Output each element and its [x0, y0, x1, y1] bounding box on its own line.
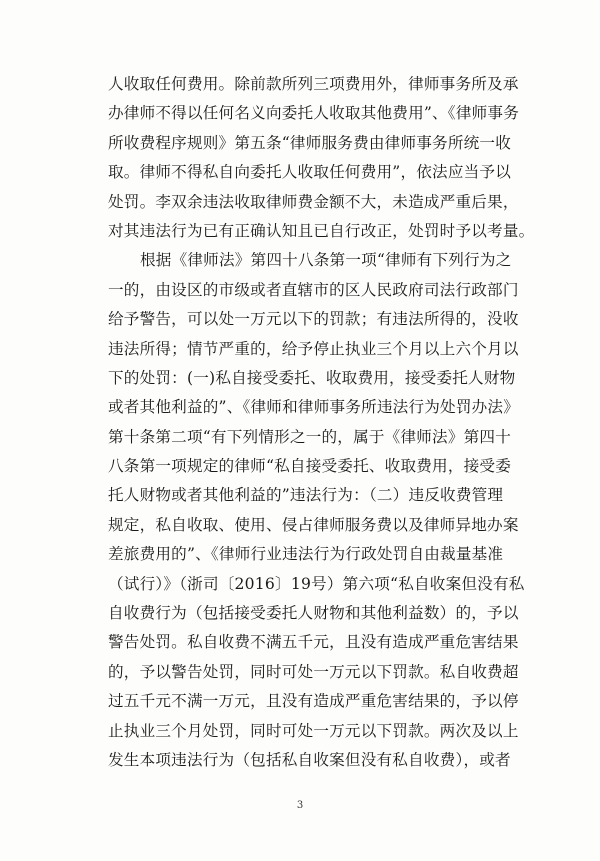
text-line: 发生本项违法行为（包括私自收案但没有私自收费），或者: [108, 750, 511, 769]
body-text: [108, 70, 535, 775]
text-line: 违法所得；情节严重的，给予停止执业三个月以上六个月以: [108, 339, 519, 358]
paragraph-2: [108, 246, 525, 775]
text-line: 托人财物或者其他利益的”违法行为：（二）违反收费管理: [108, 486, 504, 505]
paragraph-1: [108, 70, 535, 246]
text-line: 规定，私自收取、使用、侵占律师服务费以及律师异地办案: [108, 515, 519, 534]
text-line: 止执业三个月处罚，同时可处一万元以下罚款。两次及以上: [108, 721, 519, 740]
text-line: 人收取任何费用。除前款所列三项费用外，律师事务所及承: [108, 75, 519, 93]
text-line: 一的，由设区的市级或者直辖市的区人民政府司法行政部门: [108, 280, 519, 299]
text-line: 警告处罚。私自收费不满五千元，且没有造成严重危害结果: [108, 633, 519, 652]
text-line: 自收费行为（包括接受委托人财物和其他利益数）的，予以: [108, 604, 519, 623]
text-line: 对其违法行为已有正确认知且已自行改正，处罚时予以考量。: [108, 221, 535, 240]
text-line: （试行）》（浙司〔2016〕19号）第六项“私自收案但没有私: [108, 574, 525, 593]
text-line: 下的处罚：(一)私自接受委托、收取费用，接受委托人财物: [108, 368, 516, 387]
text-line: 的，予以警告处罚，同时可处一万元以下罚款。私自收费超: [108, 662, 519, 681]
text-line: 差旅费用的”、《律师行业违法行为行政处罚自由裁量基准: [108, 545, 504, 564]
text-line: 取。律师不得私自向委托人收取任何费用”，依法应当予以: [108, 163, 512, 182]
text-line: 或者其他利益的”、《律师和律师事务所违法行为处罚办法》: [108, 398, 520, 417]
text-line: 根据《律师法》第四十八条第一项“律师有下列行为之: [140, 251, 512, 270]
text-line: 所收费程序规则》第五条“律师服务费由律师事务所统一收: [108, 133, 512, 152]
text-line: 办律师不得以任何名义向委托人收取其他费用”、《律师事务: [108, 104, 520, 123]
text-line: 过五千元不满一万元，且没有造成严重危害结果的，予以停: [108, 692, 519, 711]
text-line: 给予警告，可以处一万元以下的罚款；有违法所得的，没收: [108, 310, 519, 329]
page-number: 3: [296, 800, 304, 811]
text-line: 第十条第二项“有下列情形之一的，属于《律师法》第四十: [108, 427, 512, 446]
text-line: 八条第一项规定的律师“私自接受委托、收取费用，接受委: [108, 457, 512, 476]
text-line: 处罚。李双余违法收取律师费金额不大，未造成严重后果，: [108, 192, 519, 211]
